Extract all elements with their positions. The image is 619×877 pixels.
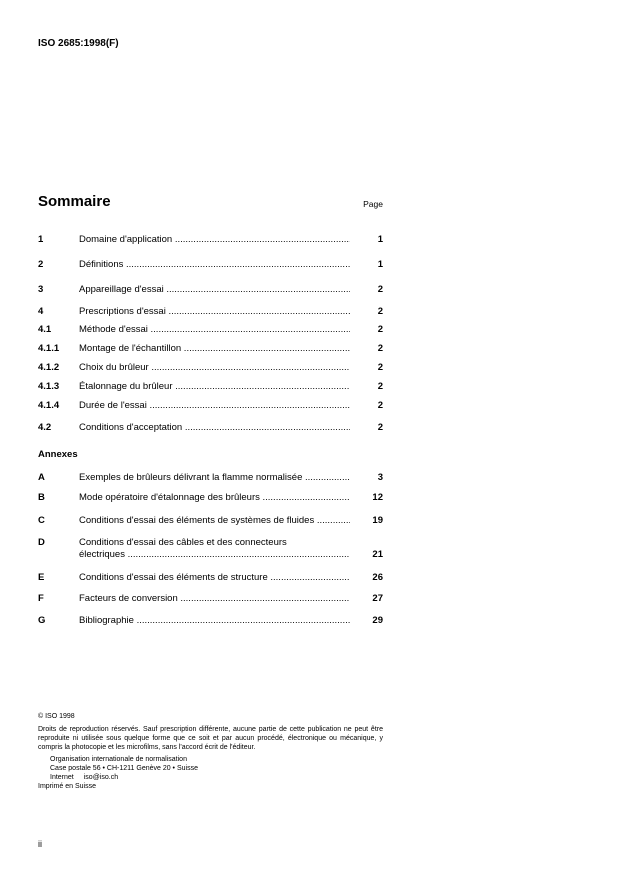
- toc-entry-page: 1: [377, 259, 383, 270]
- toc-entry-number: 1: [38, 234, 44, 245]
- annex-page: 21: [372, 549, 383, 560]
- toc-entry[interactable]: [38, 400, 383, 412]
- toc-entry-number: 4.1: [38, 324, 52, 335]
- annex-page: 27: [372, 593, 383, 604]
- annex-page: 26: [372, 572, 383, 583]
- toc-entry-number: 4.1.2: [38, 362, 60, 373]
- toc-entry-title: Durée de l'essai .....: [79, 400, 350, 412]
- toc-entry[interactable]: [38, 362, 383, 374]
- toc-entry-page: 2: [377, 306, 383, 317]
- email-address[interactable]: iso@iso.ch: [83, 774, 119, 781]
- toc-entry-number: 4: [38, 306, 44, 317]
- internet-contact: [38, 773, 383, 782]
- annex-letter: B: [38, 492, 45, 503]
- annex-title: Conditions d'essai des éléments de structure .....: [79, 572, 350, 584]
- internet-label: Internet: [50, 774, 74, 781]
- annex-entry[interactable]: [38, 593, 383, 605]
- toc-entry[interactable]: [38, 259, 383, 271]
- annex-title: Exemples de brûleurs délivrant la flamme normalisée .....: [79, 472, 350, 484]
- toc-entry-page: 2: [377, 400, 383, 411]
- annexes-heading: Annexes: [38, 449, 78, 460]
- annex-letter: G: [38, 615, 46, 626]
- annex-page: 12: [372, 492, 383, 503]
- toc-entry-number: 4.1.1: [38, 343, 60, 354]
- annex-letter: E: [38, 572, 45, 583]
- toc-entry-number: 3: [38, 284, 44, 295]
- toc-entry-page: 2: [377, 284, 383, 295]
- toc-entry[interactable]: [38, 234, 383, 246]
- toc-entry-title: Choix du brûleur .....: [79, 362, 350, 374]
- annex-letter: A: [38, 472, 45, 483]
- toc-entry-title: Prescriptions d'essai .....: [79, 306, 350, 318]
- toc-title: Sommaire: [38, 193, 111, 210]
- toc-entry-title: Montage de l'échantillon .....: [79, 343, 350, 355]
- annex-entry[interactable]: [38, 472, 383, 484]
- annex-page: 3: [377, 472, 383, 483]
- annex-entry[interactable]: [38, 615, 383, 627]
- page-number: ii: [38, 839, 42, 849]
- document-reference: ISO 2685:1998(F): [38, 38, 119, 49]
- toc-entry-page: 2: [377, 381, 383, 392]
- annex-letter: F: [38, 593, 44, 604]
- annex-title: Mode opératoire d'étalonnage des brûleurs .....: [79, 492, 350, 504]
- toc-entry-page: 2: [377, 324, 383, 335]
- toc-entry-title: Appareillage d'essai .....: [79, 284, 350, 296]
- toc-entry[interactable]: [38, 324, 383, 336]
- annex-entry[interactable]: [38, 572, 383, 584]
- annex-title: Conditions d'essai des éléments de systèmes de fluides .....: [79, 515, 350, 527]
- annex-title: Bibliographie .....: [79, 615, 350, 627]
- annex-entry-first-line[interactable]: [38, 537, 383, 549]
- toc-entry-title: Méthode d'essai .....: [79, 324, 350, 336]
- copyright-block: [38, 712, 383, 791]
- toc-entry-page: 2: [377, 343, 383, 354]
- toc-entry-number: 4.1.3: [38, 381, 60, 392]
- toc-entry[interactable]: [38, 306, 383, 318]
- toc-entry-number: 2: [38, 259, 44, 270]
- toc-entry-number: 4.2: [38, 422, 52, 433]
- toc-entry[interactable]: [38, 343, 383, 355]
- toc-entry-page: 2: [377, 422, 383, 433]
- toc-entry-title: Domaine d'application .....: [79, 234, 350, 246]
- toc-entry-page: 1: [377, 234, 383, 245]
- toc-entry-title: Conditions d'acceptation .....: [79, 422, 350, 434]
- annex-letter: C: [38, 515, 45, 526]
- toc-entry-number: 4.1.4: [38, 400, 60, 411]
- annex-title: électriques .....: [79, 549, 350, 561]
- annex-page: 19: [372, 515, 383, 526]
- annex-title: Facteurs de conversion .....: [79, 593, 350, 605]
- toc-entry[interactable]: [38, 381, 383, 393]
- annex-entry[interactable]: [38, 492, 383, 504]
- annex-entry[interactable]: [38, 549, 383, 561]
- toc-entry-title: Étalonnage du brûleur .....: [79, 381, 350, 393]
- annex-letter: D: [38, 537, 45, 548]
- toc-page-column-label: Page: [363, 199, 383, 209]
- legal-notice: Droits de reproduction réservés. Sauf prescription différente, aucune partie de cette publication ne peut être reproduite ni utilisée sous quelque forme que ce soit et par aucun procédé, électronique ou mécanique, y compris la photocopie et les microfilms, sans l'accord écrit de l'éditeur.: [38, 726, 383, 751]
- postal-address: Case postale 56 • CH-1211 Genève 20 • Suisse: [50, 765, 198, 772]
- organization-name: Organisation internationale de normalisation: [50, 756, 187, 763]
- toc-entry-page: 2: [377, 362, 383, 373]
- annex-title-line1: Conditions d'essai des câbles et des connecteurs: [79, 537, 287, 548]
- annex-entry[interactable]: [38, 515, 383, 527]
- annex-page: 29: [372, 615, 383, 626]
- toc-entry-title: Définitions .....: [79, 259, 350, 271]
- printed-in: Imprimé en Suisse: [38, 783, 96, 790]
- copyright-notice: © ISO 1998: [38, 713, 75, 720]
- toc-entry[interactable]: [38, 284, 383, 296]
- toc-entry[interactable]: [38, 422, 383, 434]
